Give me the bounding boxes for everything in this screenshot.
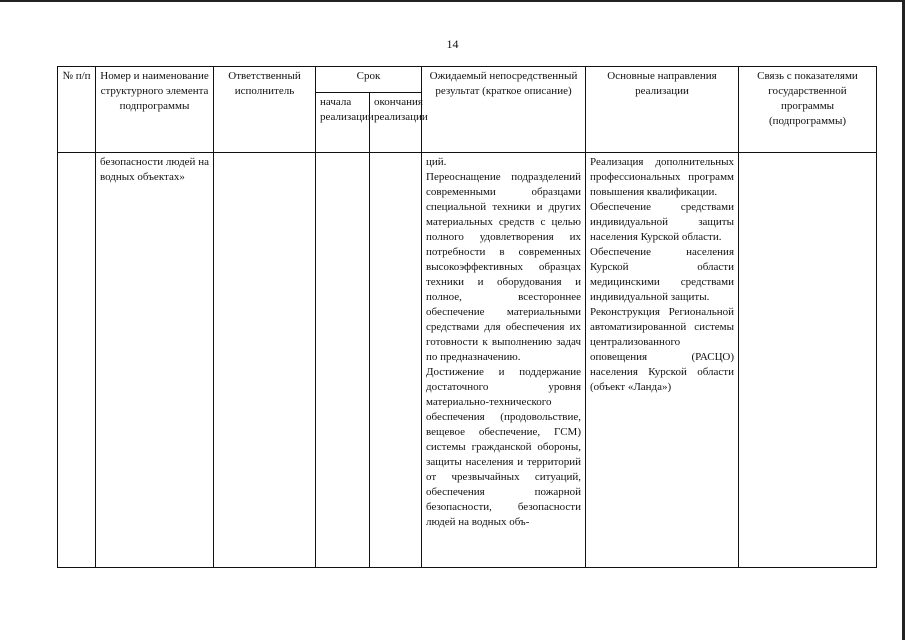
result-paragraph: ций. — [426, 156, 447, 168]
program-table — [57, 66, 877, 568]
header-executor: Ответственный исполнитель — [214, 67, 316, 153]
cell-number — [58, 153, 96, 568]
cell-program-link — [739, 153, 877, 568]
header-program-link: Связь с показателями государственной программы (подпрограммы) — [739, 67, 877, 153]
header-term-end: окончания реализации — [370, 93, 422, 153]
header-element-name: Номер и наименование структурного элемента подпрограммы — [96, 67, 214, 153]
table-row — [58, 153, 877, 568]
header-term-start: начала реализации — [316, 93, 370, 153]
result-paragraph: Переоснащение подразделений современными образцами специальной техники и других материальных средств с целью полного удовлетворения их потребности в современных высокоэффективных образцах техники и оборудования и полное, всестороннее обеспечение материальными средствами для обеспечения их готовности к выполнению задач по предназначению. — [426, 171, 581, 363]
cell-directions — [586, 153, 739, 568]
header-number: № п/п — [58, 67, 96, 153]
direction-paragraph: Обеспечение средствами индивидуальной защиты населения Курской области. — [590, 201, 734, 243]
header-directions: Основные направления реализации — [586, 67, 739, 153]
cell-term-start — [316, 153, 370, 568]
direction-paragraph: Реконструкция Региональной автоматизированной системы централизованного оповещения (РАСЦО) населения Курской области (объект «Ланда») — [590, 306, 734, 393]
direction-paragraph: Обеспечение населения Курской области медицинскими средствами индивидуальной защиты. — [590, 246, 734, 303]
header-expected-result: Ожидаемый непосредственный результат (краткое описание) — [422, 67, 586, 153]
cell-element-name: безопасности людей на водных объектах» — [96, 153, 214, 568]
header-term: Срок — [316, 67, 422, 93]
page-border-top — [0, 0, 905, 2]
cell-executor — [214, 153, 316, 568]
cell-term-end — [370, 153, 422, 568]
direction-paragraph: Реализация дополнительных профессиональных программ повышения квалификации. — [590, 156, 734, 198]
page-number: 14 — [446, 37, 459, 51]
cell-expected-result — [422, 153, 586, 568]
result-paragraph: Достижение и поддержание достаточного уровня материально-технического обеспечения (продовольствие, вещевое обеспечение, ГСМ) системы гражданской обороны, защиты населения и территорий от чрезвычайных ситуаций, обеспечения пожарной безопасности, безопасности людей на водных объ- — [426, 366, 581, 528]
